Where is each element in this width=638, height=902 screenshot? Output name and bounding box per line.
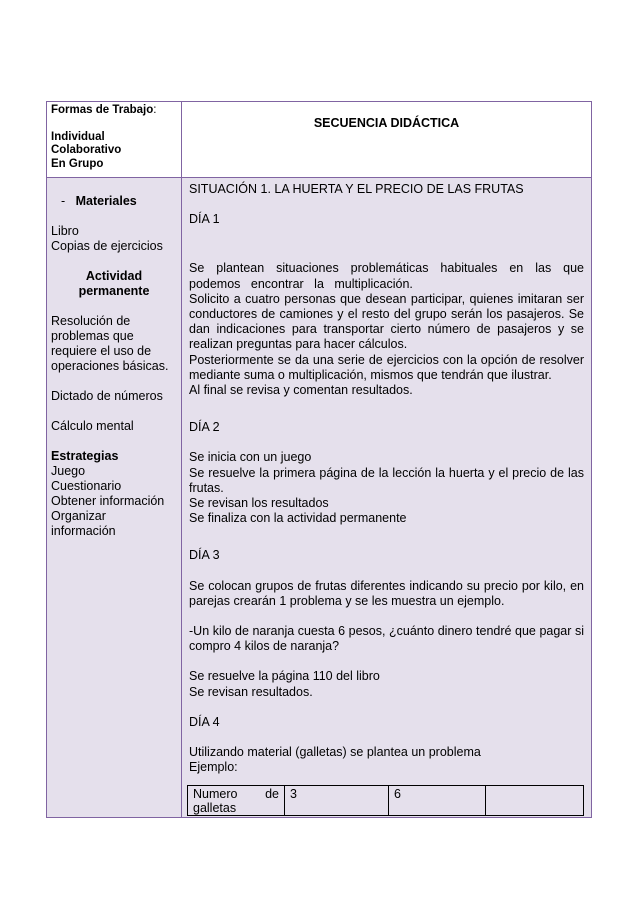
- cookies-cell-3: [285, 786, 389, 815]
- estrategias-heading: Estrategias: [51, 449, 119, 463]
- cookies-header-word-3: galletas: [193, 801, 237, 815]
- work-forms-colon: :: [153, 104, 157, 116]
- estrategia-juego: Juego: [51, 464, 86, 478]
- actividad-heading-2: permanente: [78, 284, 150, 298]
- dia4-heading: DÍA 4: [189, 714, 220, 729]
- cookies-table: [187, 785, 584, 816]
- estrategia-informacion: información: [51, 524, 116, 538]
- material-libro: Libro: [51, 224, 79, 238]
- resolucion-line-1: Resolución de: [51, 314, 131, 328]
- dia1-paragraph-1: Se plantean situaciones problemáticas habituales en las que podemos encontrar la multiplicación.: [189, 261, 584, 291]
- title-cell: [182, 102, 591, 178]
- dia2-paragraph-4: Se finaliza con la actividad permanente: [189, 511, 407, 526]
- dia1-paragraph-3: Posteriormente se da una serie de ejercicios con la opción de resolver mediante suma o multiplicación, mismos que tendrán que ilustrar.: [189, 352, 584, 382]
- form-colaborativo: Colaborativo: [51, 144, 122, 157]
- cookies-header-cell: [188, 786, 285, 815]
- dia3-paragraph-2: -Un kilo de naranja cuesta 6 pesos, ¿cuánto dinero tendré que pagar si compro 4 kilos de naranja?: [189, 624, 584, 654]
- dia1-paragraph-4: Al final se revisa y comentan resultados.: [189, 383, 413, 398]
- dia1-paragraph-2: Solicito a cuatro personas que desean participar, quienes imitaran ser conductores de camiones y el resto del grupo serán los pasajeros. Se dan indicaciones para transportar cierto número de pasajeros y se realizan preguntas para hacer cálculos.: [189, 291, 584, 352]
- materiales-bullet: -: [61, 194, 66, 208]
- dia1-heading: DÍA 1: [189, 212, 220, 227]
- document-title: SECUENCIA DIDÁCTICA: [313, 116, 460, 130]
- sequence-table: [46, 101, 592, 818]
- dia2-paragraph-1: Se inicia con un juego: [189, 450, 312, 465]
- dia2-paragraph-3: Se revisan los resultados: [189, 496, 329, 511]
- dictado: Dictado de números: [51, 389, 163, 403]
- dia4-paragraph-1: Utilizando material (galletas) se plantea un problema: [189, 745, 481, 760]
- cookies-header-word-2: de: [265, 787, 279, 801]
- form-individual: Individual: [51, 130, 105, 143]
- work-forms-cell: [47, 102, 182, 178]
- actividad-heading-1: Actividad: [85, 269, 143, 283]
- dia2-heading: DÍA 2: [189, 420, 220, 435]
- cookies-cell-6: [389, 786, 486, 815]
- work-forms-label: Formas de Trabajo: [51, 104, 154, 116]
- dia3-paragraph-4: Se revisan resultados.: [189, 684, 313, 699]
- calculo-mental: Cálculo mental: [51, 419, 134, 433]
- resolucion-line-4: operaciones básicas.: [51, 359, 169, 373]
- dia3-paragraph-3: Se resuelve la página 110 del libro: [189, 669, 380, 684]
- estrategia-organizar: Organizar: [51, 509, 106, 523]
- dia2-paragraph-2: Se resuelve la primera página de la lección la huerta y el precio de las frutas.: [189, 465, 584, 495]
- cookies-cell-empty: [486, 786, 583, 815]
- estrategia-obtener: Obtener información: [51, 494, 165, 508]
- dia3-paragraph-1: Se colocan grupos de frutas diferentes indicando su precio por kilo, en parejas crearán 1 problema y se les muestra un ejemplo.: [189, 578, 584, 608]
- cookies-header-word-1: Numero: [193, 787, 238, 801]
- activities-column: [182, 178, 591, 817]
- resolucion-line-3: requiere el uso de: [51, 344, 152, 358]
- dia3-heading: DÍA 3: [189, 548, 220, 563]
- situacion-heading: SITUACIÓN 1. LA HUERTA Y EL PRECIO DE LAS FRUTAS: [189, 182, 524, 196]
- material-copias: Copias de ejercicios: [51, 239, 163, 253]
- resolucion-line-2: problemas que: [51, 329, 134, 343]
- cookies-value-6: 6: [394, 787, 401, 801]
- resources-column: [47, 178, 182, 817]
- estrategia-cuestionario: Cuestionario: [51, 479, 122, 493]
- materiales-heading: Materiales: [75, 194, 137, 208]
- dia4-paragraph-2: Ejemplo:: [189, 760, 238, 775]
- form-en-grupo: En Grupo: [51, 157, 104, 170]
- cookies-value-3: 3: [290, 787, 297, 801]
